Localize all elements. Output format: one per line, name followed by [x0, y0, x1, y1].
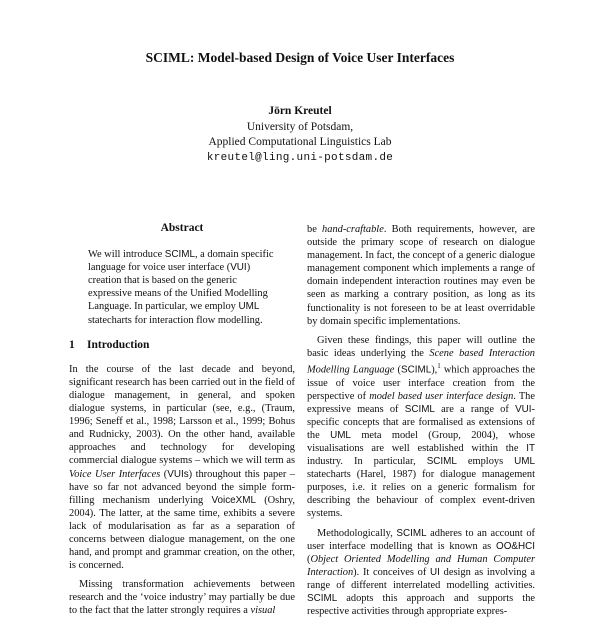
sciml-term: SCIML — [307, 593, 338, 604]
ui-term: UI — [430, 566, 440, 578]
section-title: Introduction — [87, 338, 150, 351]
abstract-text-segment: , a domain specific language for voice user interface ( — [88, 249, 274, 274]
oohci-term: OO&HCI — [496, 540, 535, 552]
abstract-sciml-term: SCIML — [164, 249, 195, 261]
intro-vui-italic: Voice User Interfaces — [69, 468, 161, 480]
author-affiliation-lab: Applied Computational Linguistics Lab — [208, 136, 392, 148]
right-text-segment: ), — [431, 364, 438, 376]
right-text-segment: meta model (Group, 2004), whose visualisations are well established within the — [307, 429, 535, 454]
right-text-segment: -specific concepts that are formalised as extensions of the — [307, 403, 535, 441]
paper-title: SCIML: Model-based Design of Voice User Interfaces — [145, 50, 455, 65]
right-column — [307, 223, 535, 618]
right-paragraph-3 — [307, 527, 535, 618]
intro-paragraph-2 — [69, 578, 295, 617]
right-text-segment: ). It conceives of — [353, 566, 431, 578]
author-name: Jörn Kreutel — [268, 105, 332, 117]
sbiml-italic: Scene based Interaction Modelling Language — [307, 347, 535, 376]
intro-vuis-term: VUIs — [167, 468, 189, 480]
intro-visual-italic: visual — [250, 605, 276, 617]
uml-term: UML — [330, 429, 351, 441]
right-text-segment: ( — [307, 553, 311, 565]
author-affiliation-university: University of Potsdam, — [246, 120, 354, 133]
sciml-term: SCIML — [404, 403, 435, 415]
abstract-vui-term: VUI — [230, 262, 247, 274]
right-text-segment: ( — [394, 364, 402, 376]
intro-text-segment: (Oshry, 2004). The latter, at the same time, exhibits a severe lack of modularisation as far as a separation of concerns between dialogue management, on the one hand, and prompt and grammar creation, on the other, is concerned. — [69, 494, 295, 572]
it-term: IT — [526, 442, 535, 454]
uml-term: UML — [514, 456, 536, 468]
right-text-segment: be — [307, 224, 323, 235]
right-text-segment: are a range of — [434, 403, 516, 415]
oohci-full-italic: Object Oriented Modelling and Human Computer Interaction — [307, 553, 535, 578]
right-text-segment: adheres to an account of user interface modelling that is known as — [307, 527, 535, 552]
right-paragraph-1 — [307, 223, 535, 328]
abstract-heading: Abstract — [160, 222, 204, 234]
intro-text-segment: ( — [160, 468, 168, 480]
right-text-segment: . Both requirements, however, are outside the primary scope of research on dialogue management. In fact, the concept of a generic dialogue management component which implements a range of domain independent interaction routines may even be seen as marking a contrary position, as long as its functionality is not foreseen to be at least overridable by domain specific implementations. — [307, 224, 535, 327]
abstract-text-segment: statecharts for interaction flow modelling. — [88, 314, 263, 326]
model-based-italic: model based user interface design — [369, 390, 514, 402]
intro-text-segment: In the course of the last decade and beyond, significant research has been carried out in the field of dialogue management, in general, and spoken dialogue systems, in particular (see, e.g., (Traum, 1996; Seneff et al., 1998; Larsson et al., 1999; Bohus and Rudnicky, 2003). On the other hand, available approaches and technology for developing commercial dialogue systems – which we will term as — [69, 363, 295, 467]
right-text-segment: Methodologically, — [317, 527, 397, 539]
right-text-segment: Given these findings, this paper will outline the basic ideas underlying the — [307, 334, 535, 359]
section-number: 1 — [69, 338, 75, 351]
abstract-text — [88, 248, 276, 327]
hand-craftable-italic: hand-craftable — [322, 224, 384, 235]
right-text-segment: statecharts (Harel, 1987) for dialogue management purposes, i.e. it relies on a generic formalism for describing the behaviour of complex event-driven systems. — [307, 469, 535, 520]
author-block — [0, 104, 600, 166]
author-email: kreutel@ling.uni-potsdam.de — [206, 151, 394, 164]
intro-voicexml-term: VoiceXML — [211, 494, 256, 506]
intro-text-segment: Missing transformation achievements between research and the ‘voice industry’ may partially be due to the fact that the latter strongly requires a — [69, 579, 295, 617]
right-text-segment: design as involving a range of different interrelated modelling activities. — [307, 566, 535, 591]
right-paragraph-2 — [307, 334, 535, 521]
footnote-marker: 1 — [437, 361, 441, 370]
sciml-term: SCIML — [396, 527, 427, 539]
vui-term: VUI — [515, 403, 532, 415]
right-text-segment: adopts this approach and supports the respective activities through appropriate expres- — [307, 593, 535, 618]
section-heading-introduction — [69, 339, 295, 352]
intro-paragraph-1 — [69, 363, 295, 573]
left-column — [69, 222, 295, 618]
abstract-text-segment: We will introduce — [88, 249, 165, 261]
right-text-segment: which approaches the issue of voice user interface creation from the perspective of — [307, 364, 536, 402]
abstract-text-segment: ) creation that is based on the generic expressive means of the Unified Modelling Language. In particular, we employ — [88, 262, 268, 313]
sciml-term: SCIML — [401, 364, 432, 376]
intro-text-segment: ) throughout this paper – have so far not advanced beyond the simple form-filling mechanism underlying — [69, 468, 295, 506]
abstract-uml-term: UML — [238, 301, 260, 313]
right-text-segment: . The expressive means of — [307, 390, 535, 415]
right-text-segment: industry. In particular, — [307, 456, 427, 468]
right-text-segment: employs — [456, 456, 515, 468]
sciml-term: SCIML — [426, 456, 457, 468]
